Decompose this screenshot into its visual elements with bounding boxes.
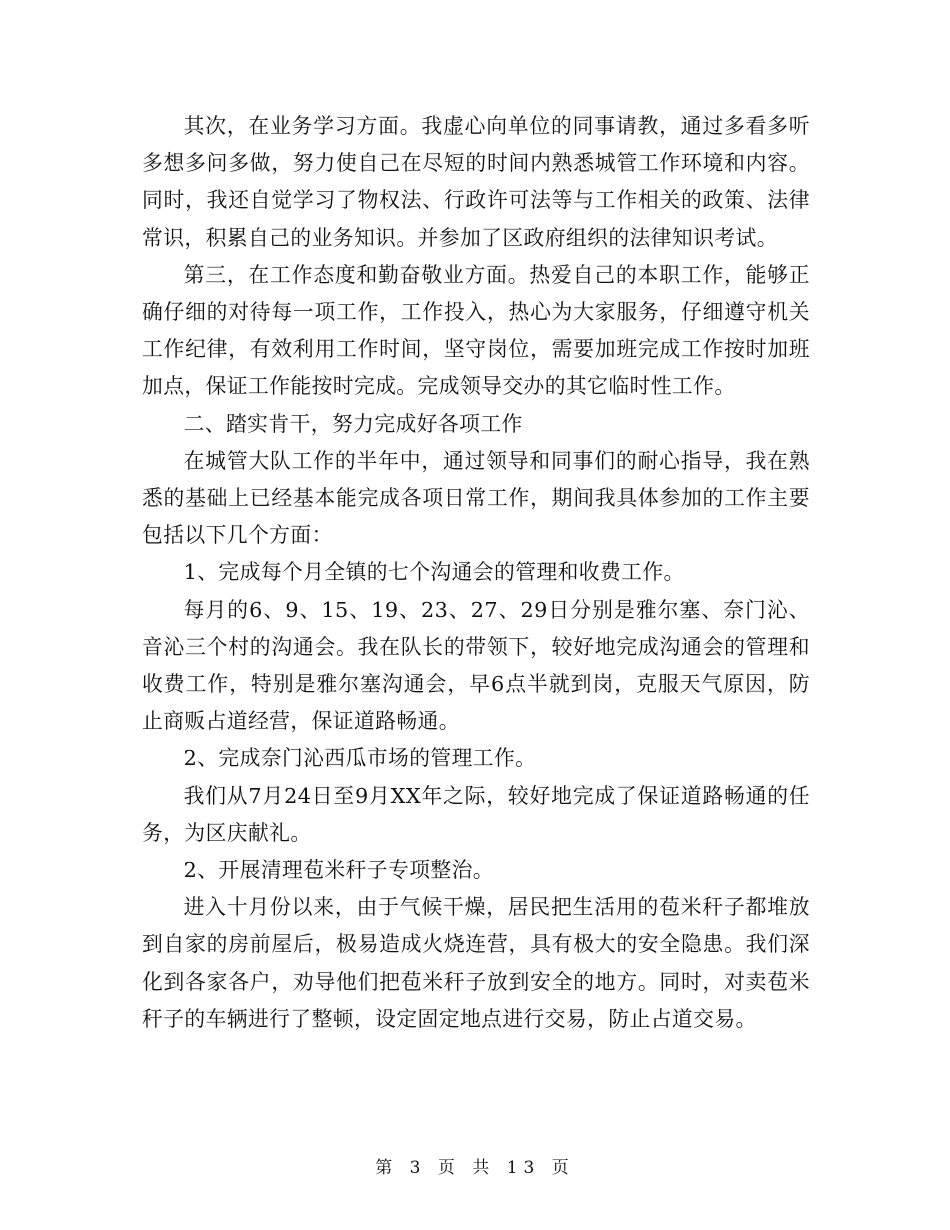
paragraph-corn-stalks: 进入十月份以来，由于气候干燥，居民把生活用的苞米秆子都堆放到自家的房前屋后，极易造成火烧连营，具有极大的安全隐患。我们深化到各家各户，劝导他们把苞米秆子放到安全的地方。同时，对卖苞米秆子的车辆进行了整顿，设定固定地点进行交易，防止占道交易。 [142,895,810,1031]
paragraph-overview: 在城管大队工作的半年中，通过领导和同事们的耐心指导，我在熟悉的基础上已经基本能完成各项日常工作，期间我具体参加的工作主要包括以下几个方面： [142,448,810,548]
item-heading-2: 2、完成奈门沁西瓜市场的管理工作。 [183,746,537,771]
paragraph-market-meetings: 每月的6、9、15、19、23、27、29日分别是雅尔塞、奈门沁、音沁三个村的沟通会。我在队长的带领下，较好地完成沟通会的管理和收费工作，特别是雅尔塞沟通会，早6点半就到岗，克服天气原因，防止商贩占道经营，保证道路畅通。 [142,597,810,734]
paragraph-study: 其次，在业务学习方面。我虚心向单位的同事请教，通过多看多听多想多问多做，努力使自己在尽短的时间内熟悉城管工作环境和内容。同时，我还自觉学习了物权法、行政许可法等与工作相关的政策、法律常识，积累自己的业务知识。并参加了区政府组织的法律知识考试。 [142,114,810,250]
item-heading-3: 2、开展清理苞米秆子专项整治。 [183,858,494,883]
paragraph-attitude: 第三，在工作态度和勤奋敬业方面。热爱自己的本职工作，能够正确仔细的对待每一项工作，工作投入，热心为大家服务，仔细遵守机关工作纪律，有效利用工作时间，坚守岗位，需要加班完成工作按时加班加点，保证工作能按时完成。完成领导交办的其它临时性工作。 [142,262,810,399]
paragraph-watermelon-market: 我们从7月24日至9月XX年之际，较好地完成了保证道路畅通的任务，为区庆献礼。 [142,783,810,845]
body-text [142,108,810,1038]
page-footer: 第 3 页 共 13 页 [375,1158,575,1178]
section-heading-2: 二、踏实肯干，努力完成好各项工作 [183,411,523,436]
item-heading-1: 1、完成每个月全镇的七个沟通会的管理和收费工作。 [183,560,685,585]
